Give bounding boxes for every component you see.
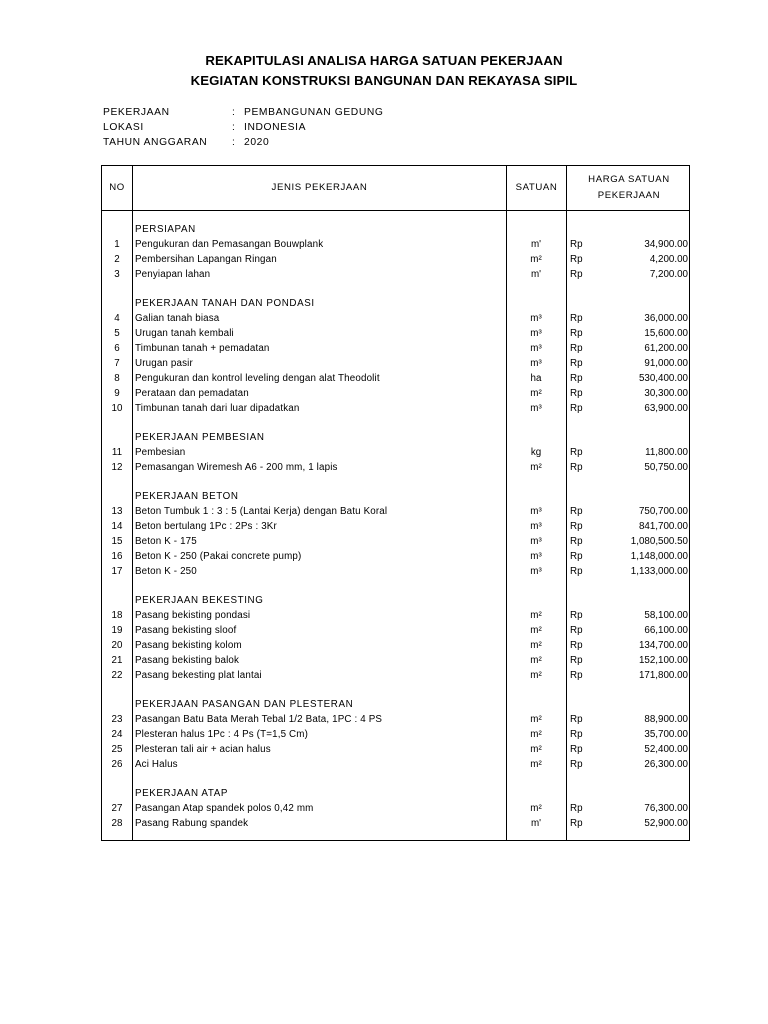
row-number: 7 [114, 358, 120, 369]
row-number: 4 [114, 313, 120, 324]
table-row [102, 403, 691, 418]
header-harga-line1: HARGA SATUAN [588, 174, 670, 185]
currency-label: Rp [570, 803, 583, 814]
unit: m' [530, 818, 542, 829]
table-row [102, 625, 691, 640]
meta-key: TAHUN ANGGARAN [103, 137, 208, 148]
currency-label: Rp [570, 729, 583, 740]
table-row [102, 714, 691, 729]
unit: kg [530, 447, 542, 458]
unit: m³ [530, 358, 542, 369]
table-row [102, 373, 691, 388]
work-item-name: Pembersihan Lapangan Ringan [135, 254, 277, 265]
row-number: 19 [111, 625, 123, 636]
table-row [102, 462, 691, 477]
unit-price: 50,750.00 [644, 462, 688, 473]
work-item-name: Pasang bekesting plat lantai [135, 670, 262, 681]
table-row [102, 551, 691, 566]
table-row [102, 803, 691, 818]
currency-label: Rp [570, 373, 583, 384]
meta-separator: : [232, 137, 236, 148]
header-no: NO [109, 182, 125, 193]
unit-price: 52,400.00 [644, 744, 688, 755]
row-number: 15 [111, 536, 123, 547]
header-jenis-pekerjaan: JENIS PEKERJAAN [271, 182, 368, 193]
unit: m³ [530, 521, 542, 532]
table-row [102, 239, 691, 254]
work-item-name: Pasangan Atap spandek polos 0,42 mm [135, 803, 314, 814]
work-item-name: Urugan pasir [135, 358, 193, 369]
table-row [102, 358, 691, 373]
row-number: 9 [114, 388, 120, 399]
currency-label: Rp [570, 640, 583, 651]
work-item-name: Urugan tanah kembali [135, 328, 234, 339]
unit-price: 52,900.00 [644, 818, 688, 829]
meta-separator: : [232, 122, 236, 133]
table-row [102, 759, 691, 774]
row-number: 2 [114, 254, 120, 265]
currency-label: Rp [570, 254, 583, 265]
header-harga-line2: PEKERJAAN [597, 190, 661, 201]
table-row [102, 343, 691, 358]
row-number: 25 [111, 744, 123, 755]
meta-key: PEKERJAAN [103, 107, 170, 118]
unit-price: 58,100.00 [644, 610, 688, 621]
section-title: PEKERJAAN ATAP [135, 788, 228, 799]
row-number: 23 [111, 714, 123, 725]
header-divider [102, 210, 689, 211]
currency-label: Rp [570, 521, 583, 532]
section-title: PEKERJAAN PEMBESIAN [135, 432, 265, 443]
row-number: 6 [114, 343, 120, 354]
meta-key: LOKASI [103, 122, 144, 133]
unit: m² [530, 744, 542, 755]
table-row [102, 670, 691, 685]
row-number: 1 [114, 239, 120, 250]
currency-label: Rp [570, 269, 583, 280]
unit-price: 88,900.00 [644, 714, 688, 725]
work-item-name: Pasang bekisting pondasi [135, 610, 251, 621]
unit: m³ [530, 506, 542, 517]
currency-label: Rp [570, 566, 583, 577]
row-number: 3 [114, 269, 120, 280]
row-number: 16 [111, 551, 123, 562]
unit: m² [530, 254, 542, 265]
currency-label: Rp [570, 388, 583, 399]
row-number: 14 [111, 521, 123, 532]
unit: m² [530, 759, 542, 770]
table-row [102, 269, 691, 284]
meta-value: PEMBANGUNAN GEDUNG [244, 107, 384, 118]
work-item-name: Pasangan Batu Bata Merah Tebal 1/2 Bata, 1PC : 4 PS [135, 714, 383, 725]
work-item-name: Aci Halus [135, 759, 178, 770]
work-item-name: Plesteran halus 1Pc : 4 Ps (T=1,5 Cm) [135, 729, 308, 740]
row-number: 21 [111, 655, 123, 666]
work-item-name: Galian tanah biasa [135, 313, 220, 324]
unit: m³ [530, 536, 542, 547]
currency-label: Rp [570, 714, 583, 725]
row-number: 24 [111, 729, 123, 740]
unit-price: 35,700.00 [644, 729, 688, 740]
work-item-name: Pasang bekisting kolom [135, 640, 242, 651]
row-number: 5 [114, 328, 120, 339]
currency-label: Rp [570, 759, 583, 770]
document-title: REKAPITULASI ANALISA HARGA SATUAN PEKERJAAN [205, 53, 563, 68]
row-number: 20 [111, 640, 123, 651]
table-row [102, 536, 691, 551]
currency-label: Rp [570, 506, 583, 517]
unit: m³ [530, 403, 542, 414]
work-item-name: Beton K - 250 [135, 566, 197, 577]
document-subtitle: KEGIATAN KONSTRUKSI BANGUNAN DAN REKAYASA SIPIL [190, 73, 578, 88]
unit-price: 750,700.00 [638, 506, 688, 517]
work-item-name: Pasang bekisting sloof [135, 625, 237, 636]
unit-price: 36,000.00 [644, 313, 688, 324]
row-number: 10 [111, 403, 123, 414]
unit: m² [530, 714, 542, 725]
section-title: PEKERJAAN BETON [135, 491, 239, 502]
unit-price: 34,900.00 [644, 239, 688, 250]
work-item-name: Beton K - 175 [135, 536, 197, 547]
unit: m³ [530, 343, 542, 354]
unit: m³ [530, 328, 542, 339]
price-table [101, 165, 690, 841]
unit: m² [530, 388, 542, 399]
work-item-name: Pengukuran dan kontrol leveling dengan alat Theodolit [135, 373, 380, 384]
unit-price: 91,000.00 [644, 358, 688, 369]
currency-label: Rp [570, 403, 583, 414]
unit: ha [530, 373, 542, 384]
currency-label: Rp [570, 536, 583, 547]
work-item-name: Pengukuran dan Pemasangan Bouwplank [135, 239, 324, 250]
currency-label: Rp [570, 818, 583, 829]
meta-separator: : [232, 107, 236, 118]
meta-value: INDONESIA [244, 122, 307, 133]
unit-price: 63,900.00 [644, 403, 688, 414]
unit: m' [530, 239, 542, 250]
section-title: PEKERJAAN TANAH DAN PONDASI [135, 298, 315, 309]
unit: m² [530, 670, 542, 681]
table-row [102, 818, 691, 833]
unit: m' [530, 269, 542, 280]
currency-label: Rp [570, 447, 583, 458]
unit-price: 134,700.00 [638, 640, 688, 651]
unit-price: 15,600.00 [644, 328, 688, 339]
unit-price: 30,300.00 [644, 388, 688, 399]
currency-label: Rp [570, 358, 583, 369]
table-row [102, 254, 691, 269]
row-number: 28 [111, 818, 123, 829]
work-item-name: Beton Tumbuk 1 : 3 : 5 (Lantai Kerja) dengan Batu Koral [135, 506, 388, 517]
table-row [102, 313, 691, 328]
unit: m² [530, 610, 542, 621]
work-item-name: Pemasangan Wiremesh A6 - 200 mm, 1 lapis [135, 462, 338, 473]
table-row [102, 610, 691, 625]
unit: m³ [530, 313, 542, 324]
currency-label: Rp [570, 670, 583, 681]
unit: m³ [530, 551, 542, 562]
row-number: 8 [114, 373, 120, 384]
currency-label: Rp [570, 313, 583, 324]
table-row [102, 655, 691, 670]
unit-price: 1,080,500.50 [630, 536, 688, 547]
currency-label: Rp [570, 551, 583, 562]
unit: m² [530, 625, 542, 636]
currency-label: Rp [570, 655, 583, 666]
table-row [102, 388, 691, 403]
meta-value: 2020 [244, 137, 270, 148]
unit-price: 26,300.00 [644, 759, 688, 770]
currency-label: Rp [570, 744, 583, 755]
work-item-name: Beton bertulang 1Pc : 2Ps : 3Kr [135, 521, 277, 532]
table-row [102, 744, 691, 759]
table-row [102, 328, 691, 343]
currency-label: Rp [570, 610, 583, 621]
row-number: 13 [111, 506, 123, 517]
currency-label: Rp [570, 625, 583, 636]
unit-price: 841,700.00 [638, 521, 688, 532]
unit: m³ [530, 566, 542, 577]
work-item-name: Timbunan tanah dari luar dipadatkan [135, 403, 300, 414]
row-number: 18 [111, 610, 123, 621]
unit-price: 76,300.00 [644, 803, 688, 814]
section-title: PEKERJAAN BEKESTING [135, 595, 264, 606]
unit-price: 4,200.00 [649, 254, 688, 265]
unit: m² [530, 462, 542, 473]
unit: m² [530, 729, 542, 740]
row-number: 27 [111, 803, 123, 814]
unit-price: 11,800.00 [645, 447, 688, 458]
unit-price: 7,200.00 [649, 269, 688, 280]
table-row [102, 521, 691, 536]
header-satuan: SATUAN [515, 182, 558, 193]
currency-label: Rp [570, 343, 583, 354]
work-item-name: Penyiapan lahan [135, 269, 211, 280]
section-title: PEKERJAAN PASANGAN DAN PLESTERAN [135, 699, 354, 710]
work-item-name: Beton K - 250 (Pakai concrete pump) [135, 551, 302, 562]
unit-price: 530,400.00 [638, 373, 688, 384]
work-item-name: Pasang bekisting balok [135, 655, 240, 666]
row-number: 26 [111, 759, 123, 770]
row-number: 17 [111, 566, 123, 577]
currency-label: Rp [570, 462, 583, 473]
work-item-name: Perataan dan pemadatan [135, 388, 249, 399]
work-item-name: Pasang Rabung spandek [135, 818, 249, 829]
table-row [102, 640, 691, 655]
row-number: 22 [111, 670, 123, 681]
unit: m² [530, 655, 542, 666]
section-title: PERSIAPAN [135, 224, 196, 235]
row-number: 12 [111, 462, 123, 473]
table-row [102, 506, 691, 521]
work-item-name: Plesteran tali air + acian halus [135, 744, 271, 755]
row-number: 11 [111, 447, 123, 458]
table-row [102, 566, 691, 581]
unit-price: 1,148,000.00 [630, 551, 688, 562]
currency-label: Rp [570, 239, 583, 250]
unit-price: 171,800.00 [638, 670, 688, 681]
currency-label: Rp [570, 328, 583, 339]
unit-price: 61,200.00 [644, 343, 688, 354]
table-row [102, 447, 691, 462]
work-item-name: Pembesian [135, 447, 186, 458]
unit-price: 1,133,000.00 [630, 566, 688, 577]
table-row [102, 729, 691, 744]
unit-price: 66,100.00 [644, 625, 688, 636]
unit: m² [530, 640, 542, 651]
work-item-name: Timbunan tanah + pemadatan [135, 343, 270, 354]
unit-price: 152,100.00 [638, 655, 688, 666]
unit: m² [530, 803, 542, 814]
